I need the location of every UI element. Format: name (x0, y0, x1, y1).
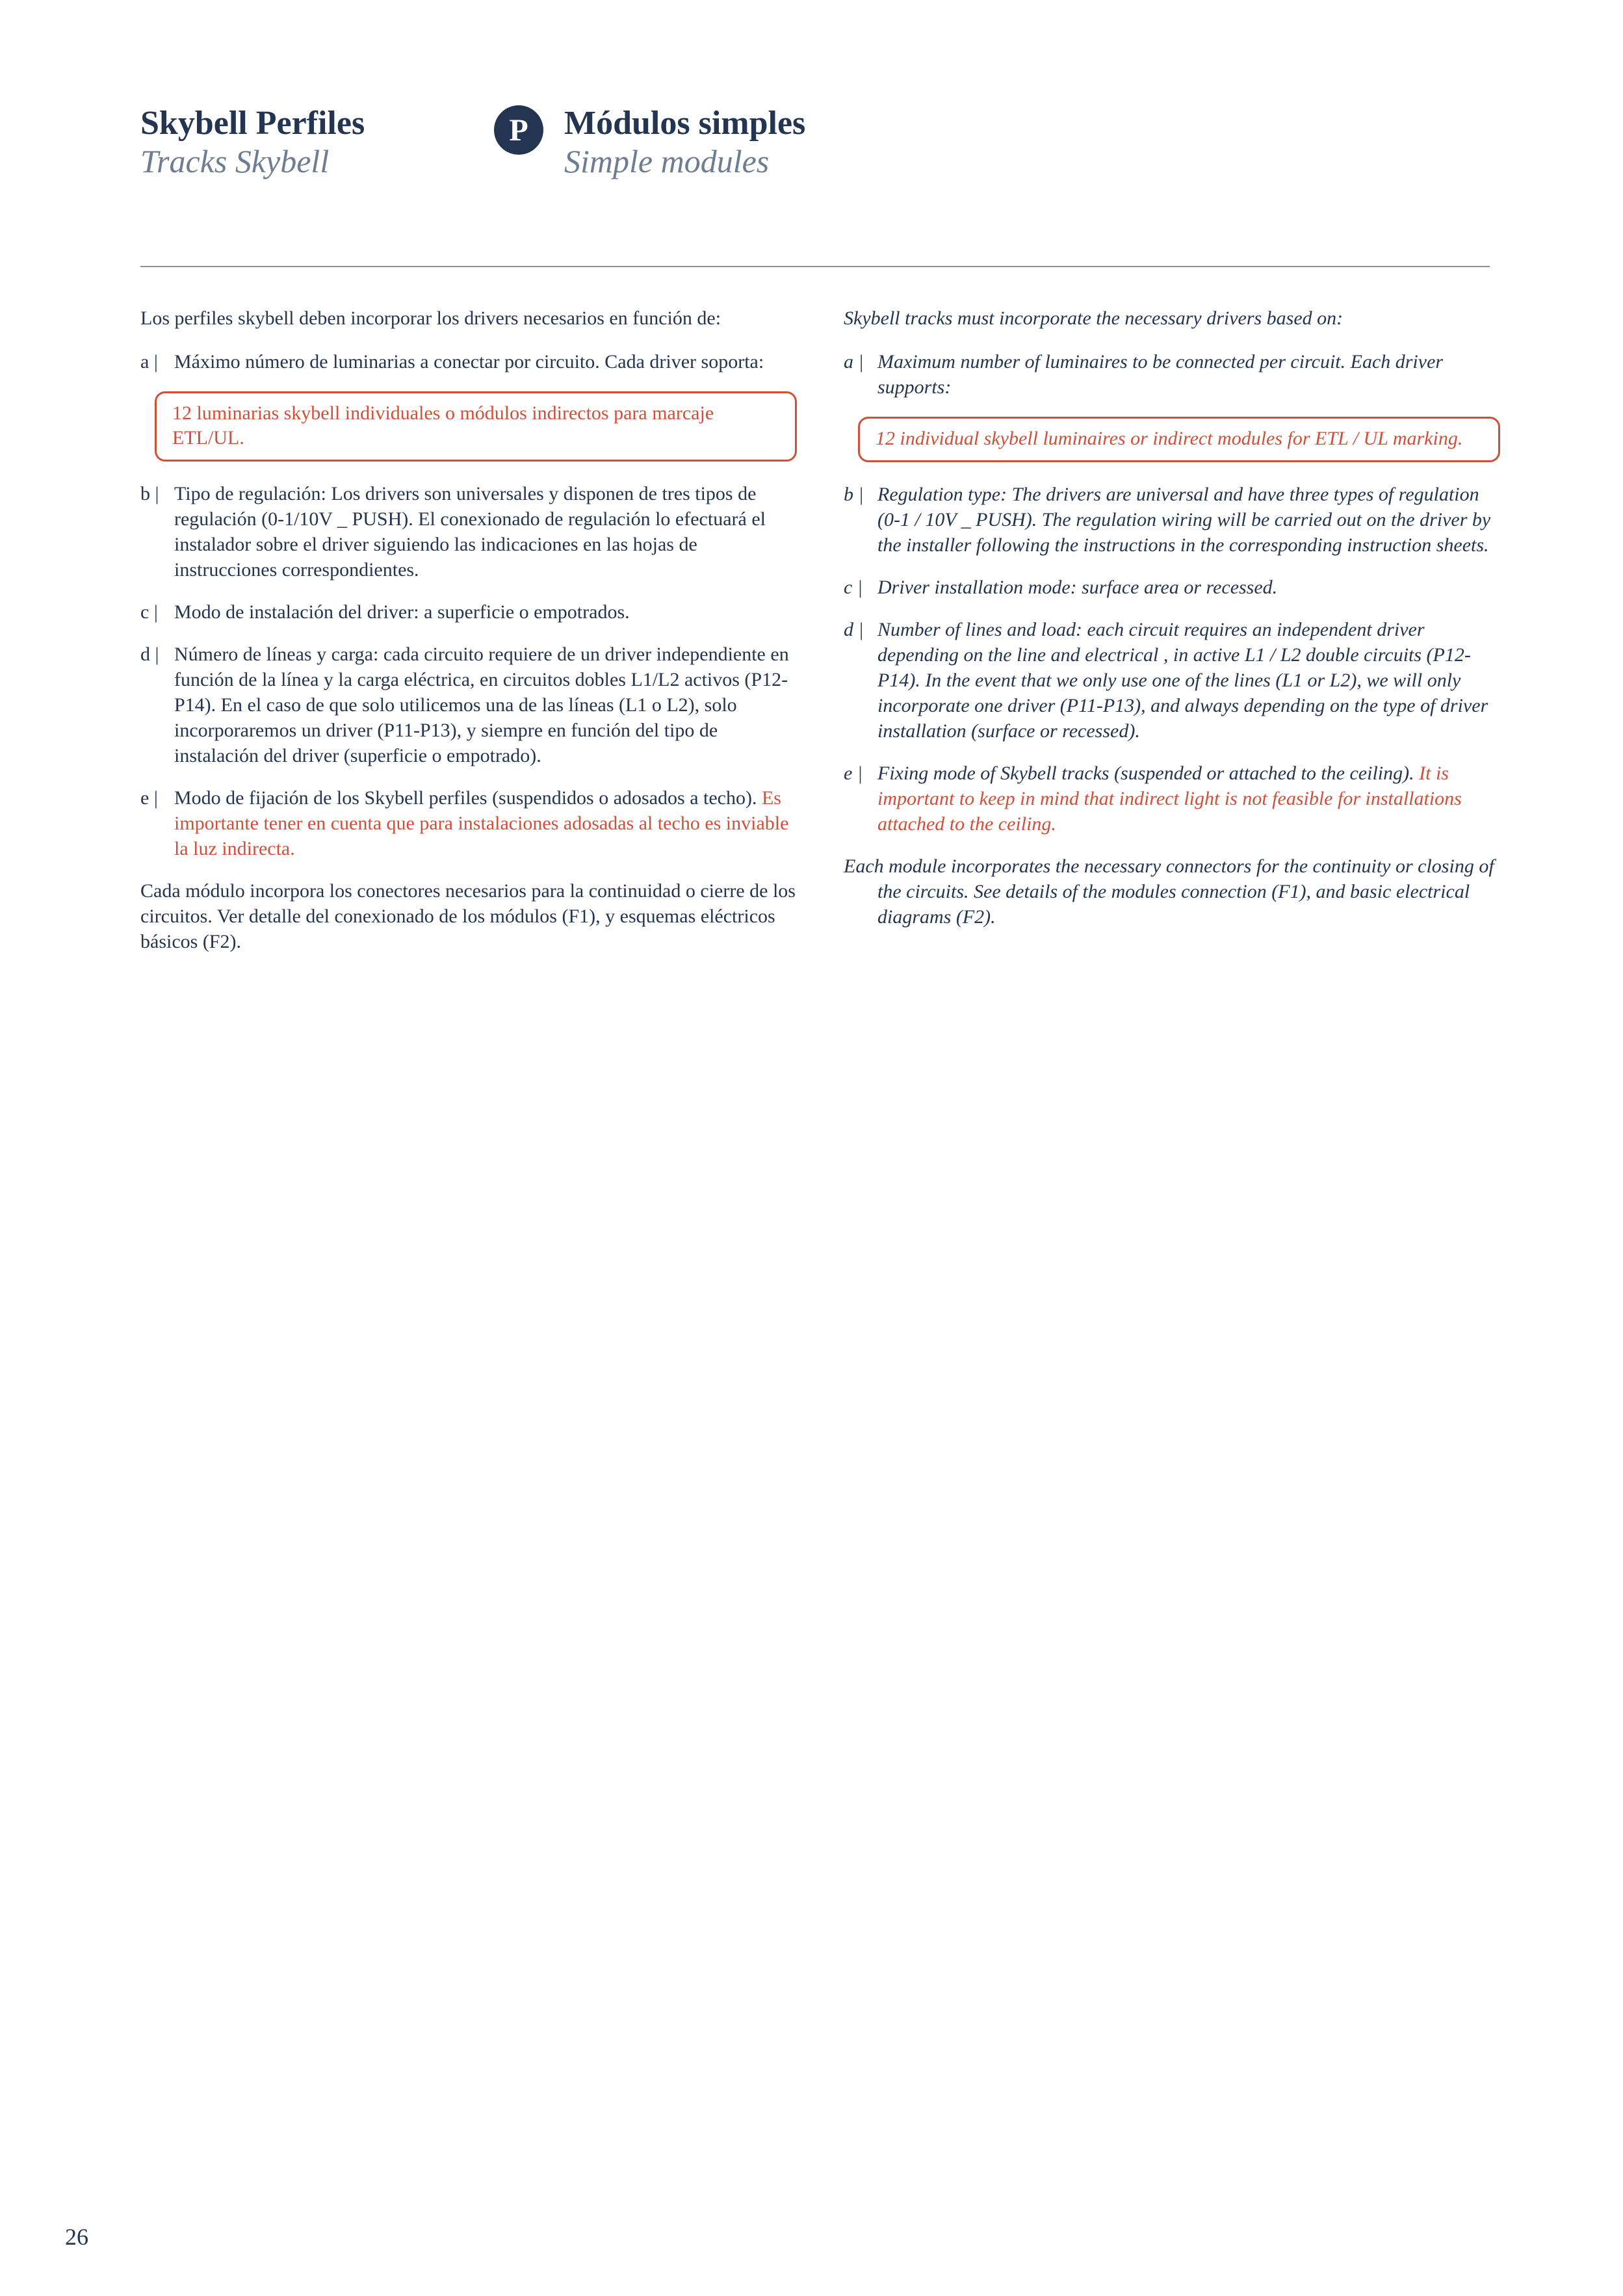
list-item-b (844, 482, 1500, 558)
section-badge-p (494, 105, 543, 155)
outro-paragraph: Cada módulo incorpora los conectores necesarios para la continuidad o cierre de los circuitos. Ver detalle del conexionado de los módulos (F1), y esquemas eléctricos básicos (F2). (140, 880, 796, 952)
outro-paragraph: Each module incorporates the necessary connectors for the continuity or closing of the circuits. See details of the modules connection (F1), and basic electrical diagrams (F2). (844, 855, 1494, 928)
list-item-d (140, 642, 797, 768)
list-item-c (844, 575, 1500, 600)
item-label: e | (140, 787, 158, 809)
list-item-d (844, 617, 1500, 744)
body-content (140, 306, 1500, 954)
section-title-en: Simple modules (564, 143, 770, 180)
note-box (155, 391, 797, 462)
item-label: a | (844, 351, 864, 372)
item-text: Tipo de regulación: Los drivers son universales y disponen de tres tipos de regulación (0-1/10V _ PUSH). El conexionado de regulación lo efectuará el instalador sobre el driver siguiendo las indicaciones en las hojas de instrucciones correspondientes. (174, 482, 766, 581)
item-label: d | (844, 618, 864, 640)
header-right (564, 104, 805, 180)
column-english (844, 306, 1500, 954)
item-text-main: Modo de fijación de los Skybell perfiles (suspendidos o adosados a techo). (174, 787, 762, 809)
item-text-highlight: Es importante tener en cuenta que para instalaciones adosadas al techo es inviable la luz indirecta. (174, 787, 789, 859)
list-item-a (140, 349, 797, 374)
list-item-e (844, 761, 1500, 837)
item-text: Modo de instalación del driver: a superficie o empotrados. (174, 601, 630, 623)
item-label: b | (844, 483, 864, 505)
item-label: e | (844, 762, 863, 784)
item-text: Máximo número de luminarias a conectar por circuito. Cada driver soporta: (174, 351, 764, 372)
section-title-es: Módulos simples (564, 105, 806, 142)
page-title-es: Skybell Perfiles (140, 105, 365, 142)
item-text: Number of lines and load: each circuit requires an independent driver depending on the line and electrical , in active L1 / L2 double circuits (P12-P14). In the event that we only use one of the lines (L1 or L2), we will only incorporate one driver (P11-P13), and always depending on the type of driver installation (surface or recessed). (877, 618, 1488, 742)
page-number: 26 (65, 2224, 88, 2250)
item-text (877, 761, 1500, 837)
note-box (858, 417, 1500, 462)
item-label: a | (140, 351, 158, 372)
item-text: Maximum number of luminaires to be connected per circuit. Each driver supports: (877, 351, 1444, 398)
note-text: 12 luminarias skybell individuales o módulos indirectos para marcaje ETL/UL. (172, 402, 714, 449)
page-title-en: Tracks Skybell (140, 143, 330, 180)
item-label: c | (844, 576, 863, 598)
list-item-c (140, 599, 797, 625)
item-text: Driver installation mode: surface area or recessed. (877, 576, 1278, 598)
note-text: 12 individual skybell luminaires or indirect modules for ETL / UL marking. (876, 428, 1463, 449)
item-text: Regulation type: The drivers are universal and have three types of regulation (0-1 / 10V _ PUSH). The regulation wiring will be carried out on the driver by the installer following the instructions in the corresponding instruction sheets. (877, 483, 1491, 556)
item-text-highlight: It is important to keep in mind that indirect light is not feasible for installations attached to the ceiling. (877, 762, 1462, 835)
list-item-a (844, 349, 1500, 400)
list-item-e (140, 785, 797, 861)
header-divider (140, 266, 1490, 267)
column-spanish (140, 306, 797, 954)
item-text: Número de líneas y carga: cada circuito requiere de un driver independiente en función de la línea y la carga eléctrica, en circuitos dobles L1/L2 activos (P12-P14). En el caso de que solo utilicemos una de las líneas (L1 o L2), solo incorporaremos un driver (P11-P13), y siempre en función del tipo de instalación del driver (superficie o empotrado). (174, 643, 789, 766)
item-label: c | (140, 601, 158, 623)
intro-paragraph: Skybell tracks must incorporate the necessary drivers based on: (844, 307, 1344, 329)
item-label: b | (140, 482, 159, 504)
item-text-main: Fixing mode of Skybell tracks (suspended or attached to the ceiling). (877, 762, 1420, 784)
item-text (174, 785, 797, 861)
intro-paragraph: Los perfiles skybell deben incorporar los drivers necesarios en función de: (140, 307, 721, 329)
item-label: d | (140, 643, 159, 665)
list-item-b (140, 481, 797, 582)
section-badge-letter: P (509, 112, 528, 148)
header-left (140, 104, 365, 180)
